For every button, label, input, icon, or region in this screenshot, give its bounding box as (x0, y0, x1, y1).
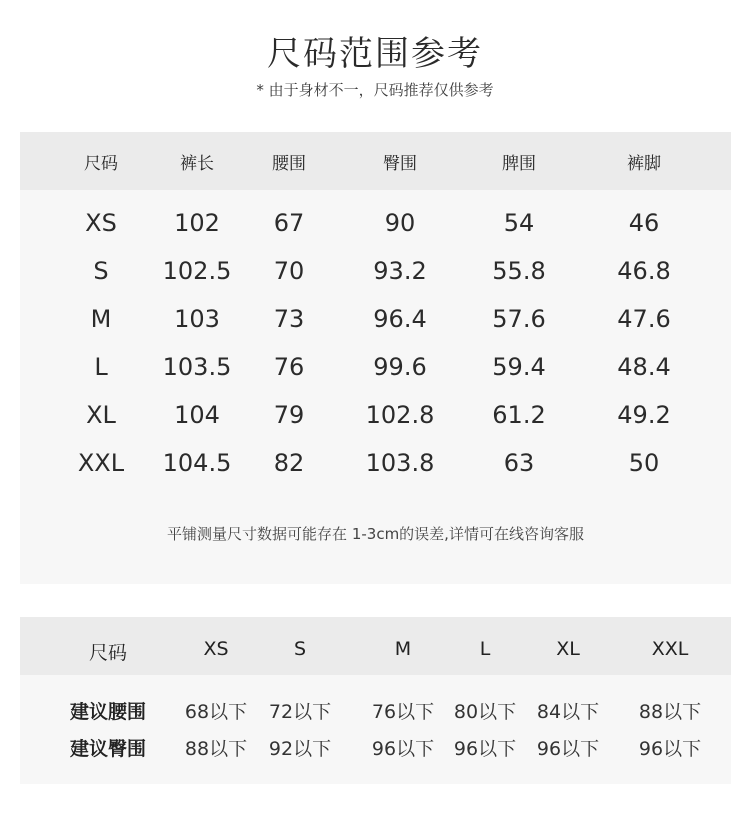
size-value: 48.4 (617, 353, 671, 381)
size-value: 102 (174, 209, 220, 237)
page-subtitle: * 由于身材不一，尺码推荐仅供参考 (256, 81, 494, 99)
size-value: 96.4 (373, 305, 427, 333)
recommend-value: 96以下 (536, 738, 600, 760)
size-value: 104.5 (162, 449, 232, 477)
size-label: M (90, 305, 112, 333)
recommend-table (20, 617, 731, 784)
recommend-value: 84以下 (536, 701, 600, 723)
recommend-table-header-cell: 尺码 (88, 642, 127, 664)
size-value: 47.6 (617, 305, 671, 333)
size-value: 57.6 (492, 305, 546, 333)
size-value: 61.2 (492, 401, 546, 429)
size-table-header-cell: 裤脚 (627, 154, 661, 174)
recommend-value: 76以下 (371, 701, 435, 723)
recommend-row-label: 建议腰围 (69, 701, 146, 723)
recommend-value: 96以下 (453, 738, 517, 760)
recommend-value: 80以下 (453, 701, 517, 723)
size-label: XS (85, 209, 117, 237)
size-table (20, 132, 731, 584)
size-label: XL (86, 401, 116, 429)
size-value: 76 (273, 353, 305, 381)
recommend-value: 88以下 (184, 738, 248, 760)
size-value: 73 (273, 305, 305, 333)
size-value: 104 (174, 401, 220, 429)
size-table-header-cell: 尺码 (84, 154, 118, 174)
size-table-header-cell: 脾围 (502, 154, 536, 174)
recommend-value: 96以下 (638, 738, 702, 760)
size-value: 59.4 (492, 353, 546, 381)
recommend-value: 96以下 (371, 738, 435, 760)
measurement-note: 平铺测量尺寸数据可能存在 1-3cm的误差,详情可在线咨询客服 (167, 525, 584, 543)
size-value: 50 (628, 449, 660, 477)
size-value: 46 (628, 209, 660, 237)
size-table-header-cell: 腰围 (272, 154, 306, 174)
recommend-value: 92以下 (268, 738, 332, 760)
size-value: 55.8 (492, 257, 546, 285)
recommend-table-header-cell: XXL (651, 638, 689, 660)
recommend-value: 88以下 (638, 701, 702, 723)
page-title: 尺码范围参考 (267, 34, 483, 74)
size-label: XXL (77, 449, 125, 477)
size-value: 103.8 (365, 449, 435, 477)
recommend-value: 72以下 (268, 701, 332, 723)
recommend-table-header-cell: XL (556, 638, 580, 660)
size-value: 46.8 (617, 257, 671, 285)
size-label: S (93, 257, 109, 285)
size-value: 90 (384, 209, 416, 237)
recommend-row-label: 建议臀围 (69, 738, 146, 760)
recommend-table-header-cell: XS (203, 638, 229, 660)
size-value: 79 (273, 401, 305, 429)
size-value: 99.6 (373, 353, 427, 381)
size-value: 49.2 (617, 401, 671, 429)
size-value: 103 (174, 305, 220, 333)
size-value: 70 (273, 257, 305, 285)
size-table-header-cell: 臀围 (383, 154, 417, 174)
size-table-header-cell: 裤长 (180, 154, 214, 174)
size-label: L (94, 353, 108, 381)
size-value: 54 (503, 209, 535, 237)
recommend-value: 68以下 (184, 701, 248, 723)
size-value: 102.8 (365, 401, 435, 429)
size-value: 67 (273, 209, 305, 237)
size-value: 102.5 (162, 257, 232, 285)
recommend-table-header-cell: S (293, 638, 307, 660)
recommend-table-header-cell: L (479, 638, 491, 660)
size-value: 103.5 (162, 353, 232, 381)
size-value: 63 (503, 449, 535, 477)
size-value: 93.2 (373, 257, 427, 285)
recommend-table-header-cell: M (394, 638, 412, 660)
size-value: 82 (273, 449, 305, 477)
